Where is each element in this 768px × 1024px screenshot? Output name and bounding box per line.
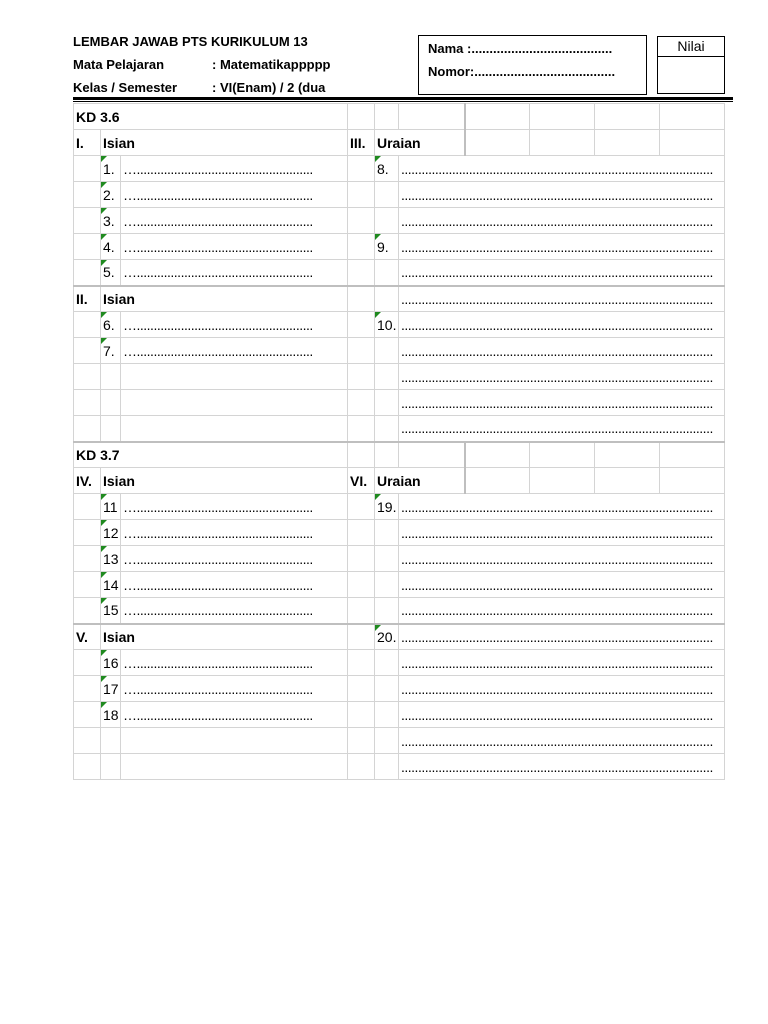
number-field[interactable]: Nomor:....................................... [428,64,616,79]
answer-row [74,546,725,572]
margin-cell [74,338,101,364]
score-grid-cell [660,442,725,468]
answer-row [74,598,725,624]
answer-line: ….................................................... [121,520,348,546]
answer-line: ............................................................................................ [399,650,725,676]
margin-cell [348,520,375,546]
answer-line [121,754,348,780]
question-number: 18 [101,702,121,728]
answer-line: ............................................................................................ [399,338,725,364]
kd-title-row [74,442,725,468]
margin-cell [348,546,375,572]
margin-cell [348,260,375,286]
right-section-roman: VI. [348,468,375,494]
blank-cell [348,104,375,130]
margin-cell [348,182,375,208]
question-number: 15 [101,598,121,624]
answer-line: ….................................................... [121,598,348,624]
left-section-roman: V. [74,624,101,650]
answer-line: ............................................................................................ [399,598,725,624]
answer-row [74,650,725,676]
score-grid-cell [465,130,530,156]
answer-line: ….................................................... [121,182,348,208]
answer-line: ............................................................................................ [399,676,725,702]
subject-label: Mata Pelajaran [73,57,165,72]
answer-row [74,390,725,416]
margin-cell [348,416,375,442]
answer-line: ….................................................... [121,572,348,598]
left-section-label: Isian [101,468,348,494]
answer-line: ….................................................... [121,494,348,520]
question-number [375,728,399,754]
score-grid-cell [595,442,660,468]
margin-cell [74,598,101,624]
margin-cell [348,234,375,260]
answer-line: ............................................................................................ [399,364,725,390]
score-grid-cell [530,104,595,130]
kd-title: KD 3.6 [74,104,348,130]
answer-line: ….................................................... [121,338,348,364]
name-field[interactable]: Nama :....................................... [428,41,613,56]
margin-cell [74,754,101,780]
score-grid-cell [530,442,595,468]
margin-cell [74,572,101,598]
answer-row [74,338,725,364]
margin-cell [74,520,101,546]
margin-cell [348,598,375,624]
answer-line: ….................................................... [121,702,348,728]
margin-cell [74,390,101,416]
identity-box [418,35,647,95]
margin-cell [74,676,101,702]
answer-line: ….................................................... [121,234,348,260]
answer-line: ............................................................................................ [399,520,725,546]
question-number [101,364,121,390]
margin-cell [348,676,375,702]
score-grid-cell [660,468,725,494]
answer-row [74,260,725,286]
answer-line: ….................................................... [121,650,348,676]
question-number [375,598,399,624]
blank-cell [399,104,465,130]
margin-cell [348,754,375,780]
answer-line: ............................................................................................ [399,728,725,754]
margin-cell [74,416,101,442]
answer-line [121,364,348,390]
answer-line: ............................................................................................ [399,494,725,520]
question-number: 20. [375,624,399,650]
left-section-label: Isian [101,286,348,312]
answer-line: ….................................................... [121,676,348,702]
answer-line: ............................................................................................ [399,286,725,312]
blank-cell [375,104,399,130]
question-number: 17 [101,676,121,702]
margin-cell [74,260,101,286]
subject-value: : Matematikappppp [212,57,331,72]
score-label: Nilai [658,37,724,57]
question-number [375,676,399,702]
margin-cell [348,208,375,234]
answer-line: ….................................................... [121,260,348,286]
answer-line: ............................................................................................ [399,546,725,572]
blank-cell [399,442,465,468]
margin-cell [348,312,375,338]
question-number: 6. [101,312,121,338]
question-number: 9. [375,234,399,260]
margin-cell [348,494,375,520]
question-number [375,572,399,598]
left-section-label: Isian [101,130,348,156]
right-section-label: Uraian [375,130,465,156]
answer-line: ............................................................................................ [399,208,725,234]
left-section-roman: IV. [74,468,101,494]
question-number: 11 [101,494,121,520]
answer-line: ............................................................................................ [399,312,725,338]
blank-cell [348,442,375,468]
right-section-label: Uraian [375,468,465,494]
answer-line: ............................................................................................ [399,624,725,650]
score-grid-cell [465,442,530,468]
question-number [375,546,399,572]
question-number [375,182,399,208]
question-number: 7. [101,338,121,364]
answer-row [74,156,725,182]
left-section-roman: I. [74,130,101,156]
question-number [375,702,399,728]
margin-cell [348,364,375,390]
question-number: 16 [101,650,121,676]
answer-row [74,208,725,234]
answer-line: ….................................................... [121,546,348,572]
question-number [375,520,399,546]
question-number: 3. [101,208,121,234]
answer-line [121,390,348,416]
margin-cell [74,364,101,390]
answer-row [74,416,725,442]
question-number [101,728,121,754]
answer-line: ............................................................................................ [399,390,725,416]
question-number: 2. [101,182,121,208]
answer-line: ............................................................................................ [399,234,725,260]
answer-row [74,572,725,598]
class-value: : VI(Enam) / 2 (dua [212,80,326,95]
question-number [375,416,399,442]
answer-line: ….................................................... [121,208,348,234]
question-number: 1. [101,156,121,182]
question-number: 4. [101,234,121,260]
answer-row [74,494,725,520]
score-grid-cell [465,468,530,494]
question-number [101,416,121,442]
left-section-label: Isian [101,624,348,650]
answer-row [74,364,725,390]
question-number: 12 [101,520,121,546]
question-number [101,390,121,416]
answer-line: ….................................................... [121,312,348,338]
margin-cell [74,234,101,260]
margin-cell [348,338,375,364]
answer-line: ............................................................................................ [399,572,725,598]
question-number: 8. [375,156,399,182]
question-number: 5. [101,260,121,286]
answer-row [74,754,725,780]
margin-cell [74,312,101,338]
score-grid-cell [660,104,725,130]
answer-line: ............................................................................................ [399,416,725,442]
margin-cell [348,572,375,598]
answer-line: ............................................................................................ [399,702,725,728]
margin-cell [348,702,375,728]
answer-line [121,728,348,754]
answer-line [121,416,348,442]
question-number [101,754,121,780]
question-number: 13 [101,546,121,572]
answer-line: ............................................................................................ [399,156,725,182]
blank-cell [375,442,399,468]
question-number: 19. [375,494,399,520]
answer-line: ............................................................................................ [399,754,725,780]
answer-row [74,312,725,338]
answer-line: ............................................................................................ [399,260,725,286]
margin-cell [348,624,375,650]
score-box [657,36,725,94]
margin-cell [74,494,101,520]
header-rule [73,97,733,100]
margin-cell [74,208,101,234]
answer-row [74,676,725,702]
margin-cell [348,156,375,182]
margin-cell [74,702,101,728]
right-section-roman: III. [348,130,375,156]
kd-title-row [74,104,725,130]
left-section-roman: II. [74,286,101,312]
score-grid-cell [595,104,660,130]
margin-cell [348,650,375,676]
score-grid-cell [595,468,660,494]
section-heading-row [74,468,725,494]
margin-cell [74,182,101,208]
question-number: 10. [375,312,399,338]
question-number: 14 [101,572,121,598]
answer-row [74,728,725,754]
margin-cell [348,286,375,312]
margin-cell [348,390,375,416]
question-number [375,364,399,390]
answer-row [74,702,725,728]
question-number [375,754,399,780]
answer-row [74,286,725,312]
question-number [375,260,399,286]
score-grid-cell [660,130,725,156]
margin-cell [74,156,101,182]
header-rule-thin [73,101,733,102]
margin-cell [74,728,101,754]
margin-cell [74,546,101,572]
margin-cell [74,650,101,676]
kd-title: KD 3.7 [74,442,348,468]
sheet-title: LEMBAR JAWAB PTS KURIKULUM 13 [73,34,308,49]
question-number [375,650,399,676]
question-number [375,208,399,234]
class-label: Kelas / Semester [73,80,178,95]
answer-row [74,182,725,208]
section-heading-row [74,130,725,156]
margin-cell [348,728,375,754]
score-grid-cell [530,468,595,494]
question-number [375,390,399,416]
answer-line: ….................................................... [121,156,348,182]
score-grid-cell [595,130,660,156]
answer-row [74,234,725,260]
question-number [375,286,399,312]
score-grid-cell [465,104,530,130]
answer-row [74,520,725,546]
answer-line: ............................................................................................ [399,182,725,208]
answer-sheet-table [73,103,725,780]
question-number [375,338,399,364]
answer-row [74,624,725,650]
score-grid-cell [530,130,595,156]
